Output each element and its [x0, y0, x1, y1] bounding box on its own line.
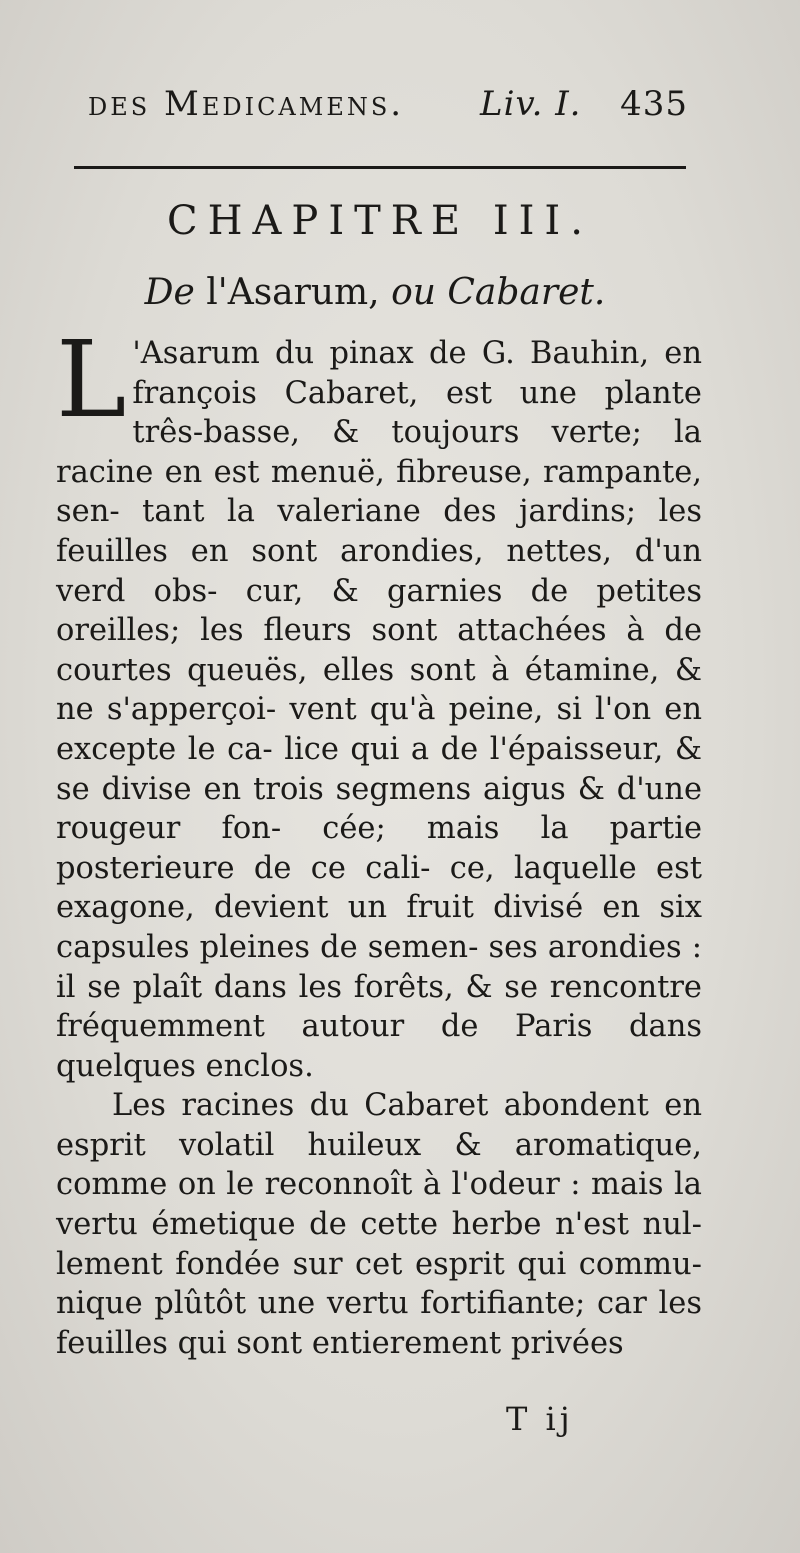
text-line: la vertu émetique de cette herbe n'est nul- — [56, 1167, 702, 1243]
text-line: trois segmens aigus & d'une rougeur fon- — [56, 771, 702, 847]
chapter-title-pre: De — [144, 272, 195, 313]
text-line: ce, laquelle est exagone, devient un fruit — [56, 850, 702, 926]
text-line: três-basse, & toujours verte; la racine — [56, 415, 702, 490]
text-line: 'Asarum du pinax de G. Bauhin, — [132, 336, 650, 371]
text-line: les feuilles qui sont entierement privées — [56, 1286, 702, 1361]
chapter-title — [0, 272, 750, 313]
text-line: cur, & garnies de petites oreilles; les — [56, 573, 702, 649]
text-line: vent qu'à peine, si l'on en excepte le ca- — [56, 692, 703, 767]
text-line: en sont arondies, nettes, d'un verd obs- — [56, 533, 702, 609]
text-line: tant la valeriane des jardins; les feuilles — [56, 494, 702, 569]
signature-mark: T ij — [506, 1400, 574, 1438]
running-title: des Medicamens. — [88, 84, 405, 124]
paragraph-2 — [56, 1086, 702, 1363]
text-line: en est menuë, fibreuse, rampante, sen- — [56, 454, 702, 530]
page-header — [88, 78, 688, 138]
drop-cap: L — [56, 318, 127, 441]
page-number: 435 — [620, 84, 688, 124]
text-line: elles sont à étamine, & ne s'apperçoi- — [56, 652, 702, 728]
text-line: lement fondée sur cet esprit qui commu- — [56, 1246, 702, 1282]
text-line: en françois Cabaret, est une plante — [132, 336, 702, 411]
chapter-title-post: Cabaret. — [447, 272, 606, 313]
text-line: comme on le reconnoît à l'odeur : mais — [56, 1167, 664, 1203]
text-line: ses arondies : il se plaît dans les forêts, — [56, 929, 702, 1005]
text-line: & se rencontre fréquemment autour de — [56, 969, 702, 1045]
text-line: lice qui a de l'épaisseur, & se divise en — [56, 731, 702, 807]
text-line: divisé en six capsules pleines de semen- — [56, 890, 702, 965]
text-line: fleurs sont attachées à de courtes queuës, — [56, 613, 702, 688]
chapter-heading: CHAPITRE III. — [167, 198, 593, 244]
text-line: nique plûtôt une vertu fortifiante; car — [56, 1286, 647, 1322]
book-reference: Liv. I. — [480, 84, 582, 124]
header-rule — [74, 166, 686, 169]
chapter-title-mid: ou — [391, 272, 436, 313]
paragraph-1 — [56, 318, 703, 1086]
body-text — [56, 318, 703, 1363]
text-line: Paris dans quelques enclos. — [56, 1009, 702, 1084]
text-line: Les racines du Cabaret abondent en — [112, 1088, 702, 1124]
text-line: cée; mais la partie posterieure de ce cali- — [56, 811, 702, 886]
text-line: esprit volatil huileux & aromatique, — [56, 1127, 702, 1163]
chapter-title-main: l'Asarum, — [206, 272, 380, 313]
